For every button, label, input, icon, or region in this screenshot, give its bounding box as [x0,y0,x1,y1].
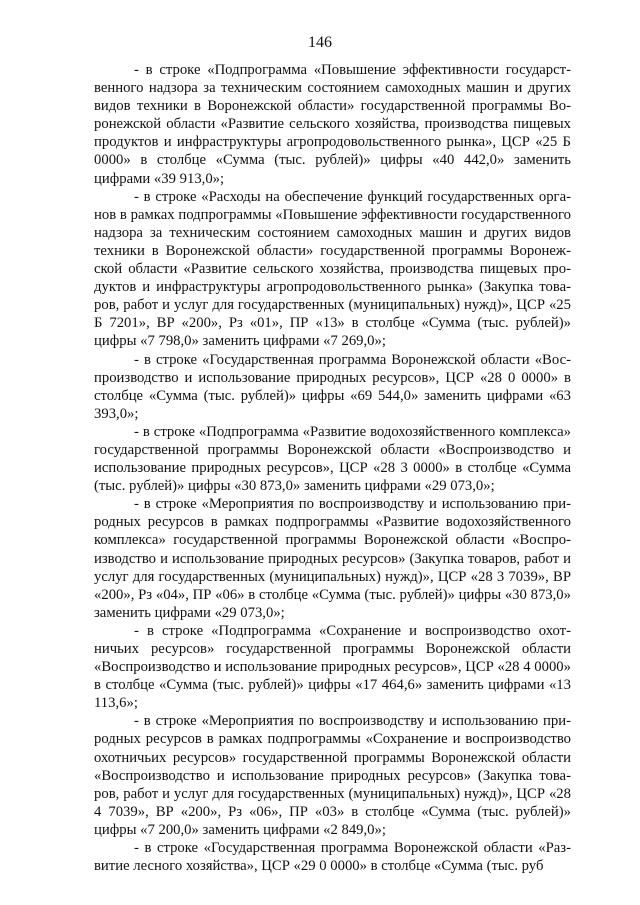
page-number: 146 [308,34,332,51]
paragraph: - в строке «Подпрограмма «Сохранение и воспроизводство охотничьих ресурсов» государственной программы Воронежской области «Воспроизводство и использование природных ресурсов», ЦСР «28 4 0000» в столбце «Сумма (тыс. рублей)» цифры «17 464,6» заменить цифрами «13 113,6»; [94,622,571,712]
paragraph: - в строке «Государственная программа Воронежской области «Развитие лесного хозяйства», ЦСР «29 0 0000» в столбце «Сумма (тыс. руб [94,840,571,875]
paragraph: - в строке «Подпрограмма «Развитие водохозяйственного комплекса» государственной программы Воронежской области «Воспроизводство и использование природных ресурсов», ЦСР «28 3 0000» в столбце «Сумма (тыс. рублей)» цифры «30 873,0» заменить цифрами «29 073,0»; [94,423,571,495]
paragraph: - в строке «Мероприятия по воспроизводству и использованию природных ресурсов в рамках подпрограммы «Развитие водохозяйственного комплекса» государственной программы Воронежской области «Воспроизводство и использование природных ресурсов» (Закупка товаров, работ и услуг для государственных (муниципальных) нужд)», ЦСР «28 3 7039», ВР «200», Рз «04», ПР «06» в столбце «Сумма (тыс. рублей)» цифры «30 873,0» заменить цифрами «29 073,0»; [94,496,571,621]
paragraph: - в строке «Подпрограмма «Повышение эффективности государственного надзора за техническим состоянием самоходных машин и других видов техники в Воронежской области» государственной программы Воронежской области «Развитие сельского хозяйства, производства пищевых продуктов и инфраструктуры агропродовольственного рынка», ЦСР «25 Б 0000» в столбце «Сумма (тыс. рублей)» цифры «40 442,0» заменить цифрами «39 913,0»; [94,62,571,187]
paragraph: - в строке «Расходы на обеспечение функций государственных органов в рамках подпрограммы «Повышение эффективности государственного надзора за техническим состоянием самоходных машин и других видов техники в Воронежской области» государственной программы Воронежской области «Развитие сельского хозяйства, производства пищевых продуктов и инфраструктуры агропродовольственного рынка» (Закупка товаров, работ и услуг для государственных (муниципальных) нужд)», ЦСР «25 Б 7201», ВР «200», Рз «01», ПР «13» в столбце «Сумма (тыс. рублей)» цифры «7 798,0» заменить цифрами «7 269,0»; [94,188,571,350]
document-body [94,61,571,875]
paragraph: - в строке «Государственная программа Воронежской области «Воспроизводство и использование природных ресурсов», ЦСР «28 0 0000» в столбце «Сумма (тыс. рублей)» цифры «69 544,0» заменить цифрами «63 393,0»; [94,351,571,422]
paragraph: - в строке «Мероприятия по воспроизводству и использованию природных ресурсов в рамках подпрограммы «Сохранение и воспроизводство охотничьих ресурсов» государственной программы Воронежской области «Воспроизводство и использование природных ресурсов» (Закупка товаров, работ и услуг для государственных (муниципальных) нужд)», ЦСР «28 4 7039», ВР «200», Рз «06», ПР «03» в столбце «Сумма (тыс. рублей)» цифры «7 200,0» заменить цифрами «2 849,0»; [94,713,571,838]
